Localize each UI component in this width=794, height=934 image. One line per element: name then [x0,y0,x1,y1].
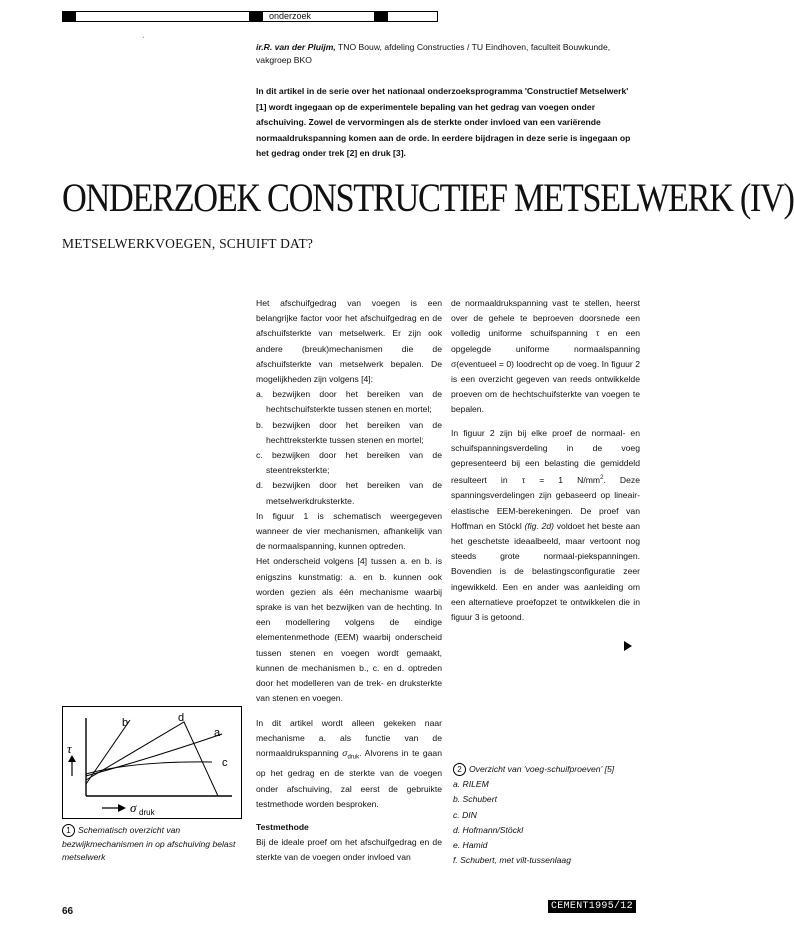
x-axis-symbol: σ [130,800,137,815]
text-run: voldoet het beste aan het geschetste ideaalbeeld, maar vertoont nog steeds grote normaal-piekspanningen. Bovendien is de belastingsconfiguratie zeer ingewikkeld. Een en ander was aanleiding om een alternatieve proefopzet te ontwikkelen die in figuur 3 is getoond. [451,520,640,622]
section-heading: Testmethode [256,821,309,832]
curve-label-d: d [178,712,185,724]
x-arrow-icon [118,804,126,812]
intro-paragraph: In dit artikel in de serie over het nationaal onderzoeksprogramma 'Constructief Metselwerk' [1] wordt ingegaan op de experimentele bepaling van het gedrag van voegen onder afschuiving. Zowel de vervormingen als de sterkte onder invloed van een variërende normaaldrukspanning komen aan de orde. In eerdere bijdragen in deze serie is ingegaan op het gedrag onder trek [2] en druk [3]. [256,86,631,158]
article-subtitle: METSELWERKVOEGEN, SCHUIFT DAT? [62,236,314,251]
text-run: . Alvorens in te gaan op het gedrag en de sterkte van de voegen onder afschuiving, zal eerst de gebruikte testmethode worden besproken. [256,748,442,809]
curve-label-a: a [214,727,221,739]
list-item: a. bezwijken door het bereiken van de hechtschuifsterkte tussen stenen en mortel; [256,389,442,415]
y-axis-symbol: τ [67,741,72,756]
continue-arrow-icon [624,641,632,651]
header-block-right [374,12,388,21]
superscript: 2 [600,475,604,482]
header-block-middle [249,12,263,21]
author-affiliation: TNO Bouw, afdeling Constructies / TU Eindhoven, faculteit Bouwkunde, vakgroep BKO [256,42,611,65]
author-line [256,41,638,67]
journal-badge: CEMENT1995/12 [548,900,636,913]
figure-2-caption [453,762,643,868]
caption-item: e. Hamid [453,840,488,851]
text-run: . Deze spanningsverdelingen zijn gebaseerd op lineair-elastische EEM-berekeningen. De proef van Hoffman en Stöckl [451,475,640,531]
body-paragraph [256,716,442,812]
text-run: In dit artikel wordt alleen gekeken naar mechanisme a. als functie van de normaaldrukspanning [256,718,442,759]
body-column-1-lower [256,716,442,866]
caption-item: b. Schubert [453,794,497,805]
list-item: c. bezwijken door het bereiken van de steentreksterkte; [256,450,442,476]
figure-frame [63,707,242,819]
curve-c [86,762,212,774]
body-paragraph: Het onderscheid volgens [4] tussen a. en b. is enigszins kunstmatig: a. en b. kunnen ook worden gezien als één mechanisme waarbij sprake is van het bezwijken van de hechting. In een modellering volgens de eindige elementenmethode (EEM) waarbij onderscheid tussen stenen en voegen wordt gemaakt, kunnen de mechanismen b., c. en d. optreden door het modelleren van de trek- en druksterkte van stenen en voegen. [256,556,442,704]
x-axis-subscript: druk [139,808,155,817]
curve-d [86,722,218,796]
text-run: In figuur 2 zijn bij elke proef de normaal- en schuifspanningsverdeling in de voeg gepresenteerd bij een belasting die gemiddeld resulteert in τ = 1 N/mm [451,427,640,486]
page-number: 66 [62,906,74,917]
figure-reference: (fig. 2d) [524,520,555,531]
curve-label-c: c [222,757,228,769]
body-paragraph: In figuur 1 is schematisch weergegeven wanneer de vier mechanismen, afhankelijk van de normaalspanning, kunnen optreden. [256,510,442,552]
section-header-bar [62,11,438,22]
section-label: onderzoek [269,11,312,21]
figure-number-badge: 2 [453,763,466,776]
author-name: ir.R. van der Pluijm, [256,42,336,52]
caption-title [453,762,643,777]
body-paragraph: Bij de ideale proef om het afschuifgedrag en de sterkte van de voegen onder invloed van [256,837,442,863]
list-item: b. bezwijken door het bereiken van de hechttreksterkte tussen stenen en mortel; [256,419,442,445]
caption-text: Overzicht van 'voeg-schuifproeven' [5] [469,764,615,774]
article-title: ONDERZOEK CONSTRUCTIEF METSELWERK (IV) [62,175,794,220]
list-item: d. bezwijken door het bereiken van de metselwerkdruksterkte. [256,480,442,506]
y-arrow-icon [68,755,76,762]
figure-1-diagram [62,706,242,819]
figure-1-caption [62,824,248,865]
body-paragraph: de normaaldrukspanning vast te stellen, heerst over de gehele te beproeven doorsnede een volledig uniforme schuifspanning τ en een opgelegde uniforme normaalspanning σ(eventueel = 0) loodrecht op de voeg. In figuur 2 is een overzicht gegeven van reeds ontwikkelde proeven om de hechtschuifsterkte van voegen te bepalen. [451,298,640,415]
body-paragraph [451,426,640,626]
figure-number-badge: 1 [62,824,75,837]
curve-label-b: b [122,717,129,729]
decorative-mark: ˊ [142,36,145,45]
caption-text: Schematisch overzicht van bezwijkmechanismen in op afschuiving belast metselwerk [62,825,236,862]
caption-item: c. DIN [453,809,477,820]
sigma-subscript: druk [347,755,360,762]
body-paragraph: Het afschuifgedrag van voegen is een belangrijke factor voor het afschuifgedrag en de afschuifsterkte van metselwerk. Er zijn ook andere (breuk)mechanismen die de afschuifsterkte van metselwerk bepalen. De mogelijkheden zijn volgens [4]: [256,298,442,385]
body-column-1 [256,296,442,706]
body-column-2 [451,296,640,625]
caption-item: d. Hofmann/Stöckl [453,824,524,835]
caption-item: a. RILEM [453,779,489,790]
caption-item: f. Schubert, met vilt-tussenlaag [453,855,571,866]
sigma-symbol: σ [342,748,348,759]
header-block-left [63,12,76,21]
